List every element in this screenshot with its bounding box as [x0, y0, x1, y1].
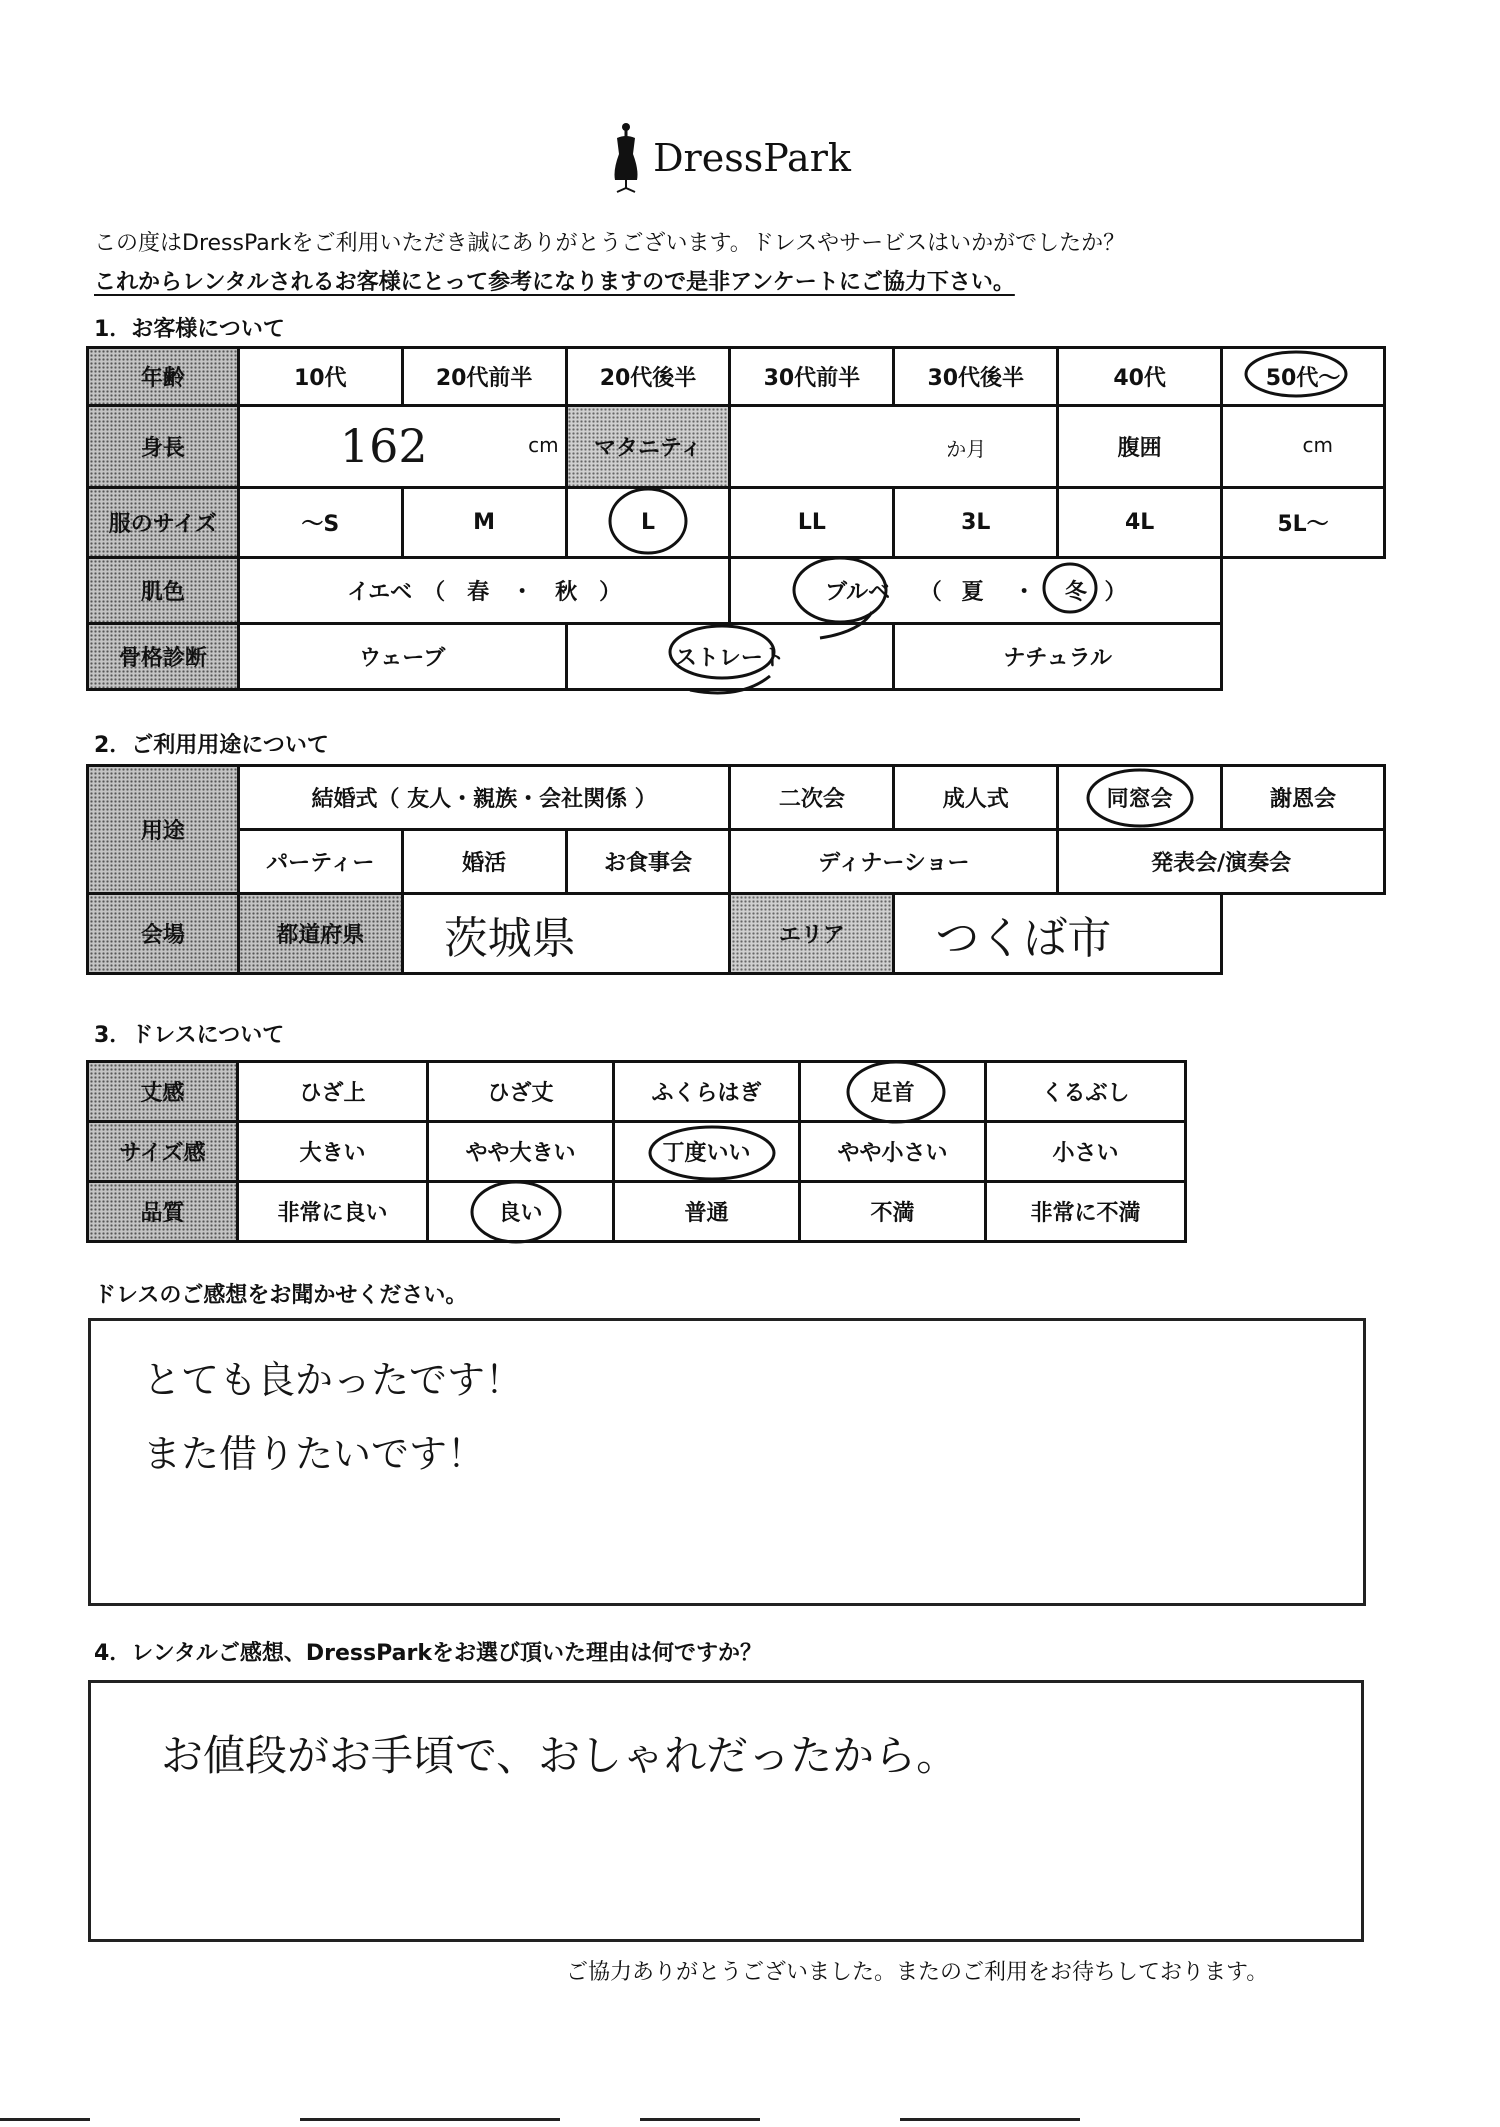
dress-form-icon: [609, 122, 643, 194]
frame-label: 骨格診断: [88, 624, 239, 690]
age-option[interactable]: 40代: [1058, 348, 1222, 406]
dress-table: [86, 1060, 1187, 1243]
intro-request: これからレンタルされるお客様にとって参考になりますので是非アンケートにご協力下さい。: [94, 270, 1015, 295]
skin-row: [88, 558, 1385, 624]
size-option-selected[interactable]: L: [566, 488, 730, 558]
footer-rule: [0, 2118, 90, 2121]
skin-summer: 夏: [961, 580, 984, 605]
height-row: [88, 406, 1385, 488]
usage-option[interactable]: 結婚式（ 友人・親族・会社関係 ）: [238, 766, 730, 830]
size-row: [88, 488, 1385, 558]
usage-option[interactable]: 婚活: [402, 830, 566, 894]
waist-unit: cm: [1302, 433, 1333, 457]
height-label: 身長: [88, 406, 239, 488]
length-option[interactable]: くるぶし: [986, 1062, 1186, 1122]
quality-row: [88, 1182, 1186, 1242]
fit-option-selected[interactable]: 丁度いい: [614, 1122, 800, 1182]
quality-option-selected[interactable]: 良い: [428, 1182, 614, 1242]
age-row: [88, 348, 1385, 406]
skin-paren: ）: [1104, 580, 1127, 605]
age-option[interactable]: 20代前半: [402, 348, 566, 406]
fit-option[interactable]: やや大きい: [428, 1122, 614, 1182]
section3-title: 3．ドレスについて: [94, 1023, 285, 1048]
frame-option[interactable]: ナチュラル: [894, 624, 1222, 690]
usage-option[interactable]: 成人式: [894, 766, 1058, 830]
length-option[interactable]: ふくらはぎ: [614, 1062, 800, 1122]
maternity-field[interactable]: [730, 406, 1058, 488]
age-option-selected[interactable]: 50代～: [1222, 348, 1385, 406]
quality-label: 品質: [88, 1182, 238, 1242]
footer-rule: [640, 2118, 760, 2121]
impressions-line-2: また借りたいです！: [143, 1432, 486, 1476]
waist-field[interactable]: [1222, 406, 1385, 488]
intro-text: この度はDressParkをご利用いただき誠にありがとうございます。ドレスやサービスはいかがでしたか？: [94, 231, 1126, 256]
size-option[interactable]: 5L～: [1222, 488, 1385, 558]
section1-title: 1．お客様について: [94, 317, 285, 342]
fit-row: [88, 1122, 1186, 1182]
usage-label: 用途: [88, 766, 239, 894]
area-label: エリア: [730, 894, 894, 974]
brand-name: DressPark: [653, 136, 851, 180]
skin-blue-option[interactable]: [730, 558, 1222, 624]
length-row: [88, 1062, 1186, 1122]
usage-option[interactable]: パーティー: [238, 830, 402, 894]
section4-title: 4．レンタルご感想、DressParkをお選び頂いた理由は何ですか？: [94, 1641, 762, 1666]
reason-box[interactable]: [88, 1680, 1364, 1942]
size-label: 服のサイズ: [88, 488, 239, 558]
usage-row-2: [88, 830, 1385, 894]
length-option[interactable]: ひざ丈: [428, 1062, 614, 1122]
age-option[interactable]: 20代後半: [566, 348, 730, 406]
reason-answer: お値段がお手頃で、おしゃれだったから。: [161, 1731, 959, 1780]
length-label: 丈感: [88, 1062, 238, 1122]
size-option[interactable]: 4L: [1058, 488, 1222, 558]
area-field[interactable]: [894, 894, 1222, 974]
skin-label: 肌色: [88, 558, 239, 624]
blank-cell: [1222, 558, 1385, 624]
maternity-label: マタニティ: [566, 406, 730, 488]
usage-option[interactable]: 発表会/演奏会: [1058, 830, 1385, 894]
customer-table: [86, 346, 1386, 691]
blank-cell: [1222, 894, 1385, 974]
skin-paren: （: [919, 580, 942, 605]
months-unit: か月: [946, 437, 987, 461]
prefecture-value: 茨城県: [443, 912, 576, 964]
height-value: 162: [339, 419, 428, 473]
age-option[interactable]: 10代: [238, 348, 402, 406]
height-field[interactable]: [238, 406, 566, 488]
impressions-prompt: ドレスのご感想をお聞かせください。: [94, 1283, 468, 1308]
thanks-text: ご協力ありがとうございました。またのご利用をお待ちしております。: [566, 1960, 1269, 1985]
venue-row: [88, 894, 1385, 974]
usage-option[interactable]: ディナーショー: [730, 830, 1058, 894]
size-option[interactable]: M: [402, 488, 566, 558]
fit-option[interactable]: 小さい: [986, 1122, 1186, 1182]
usage-option[interactable]: 謝恩会: [1222, 766, 1385, 830]
footer-rule: [900, 2118, 1080, 2121]
size-option[interactable]: 3L: [894, 488, 1058, 558]
section2-title: 2．ご利用用途について: [94, 733, 329, 758]
waist-label: 腹囲: [1058, 406, 1222, 488]
quality-option[interactable]: 非常に不満: [986, 1182, 1186, 1242]
usage-row-1: [88, 766, 1385, 830]
quality-option[interactable]: 非常に良い: [238, 1182, 428, 1242]
skin-dot: ・: [1013, 580, 1036, 605]
frame-option[interactable]: ウェーブ: [238, 624, 566, 690]
area-value: つくば市: [935, 912, 1112, 964]
venue-label: 会場: [88, 894, 239, 974]
length-option[interactable]: ひざ上: [238, 1062, 428, 1122]
age-label: 年齢: [88, 348, 239, 406]
fit-label: サイズ感: [88, 1122, 238, 1182]
size-option[interactable]: ～S: [238, 488, 402, 558]
skin-blue-word: ブルベ: [824, 580, 891, 605]
footer-rule: [300, 2118, 560, 2121]
frame-row: [88, 624, 1385, 690]
usage-option-selected[interactable]: 同窓会: [1058, 766, 1222, 830]
quality-option[interactable]: 不満: [800, 1182, 986, 1242]
prefecture-field[interactable]: [402, 894, 730, 974]
usage-option[interactable]: 二次会: [730, 766, 894, 830]
skin-yellow-option[interactable]: イエベ （ 春 ・ 秋 ）: [238, 558, 730, 624]
length-option-selected[interactable]: 足首: [800, 1062, 986, 1122]
brand-logo: [0, 118, 1500, 198]
impressions-box[interactable]: [88, 1318, 1366, 1606]
prefecture-label: 都道府県: [238, 894, 402, 974]
size-option[interactable]: LL: [730, 488, 894, 558]
skin-winter: 冬: [1064, 580, 1087, 605]
usage-option[interactable]: お食事会: [566, 830, 730, 894]
impressions-line-1: とても良かったです！: [143, 1358, 524, 1402]
age-option[interactable]: 30代後半: [894, 348, 1058, 406]
usage-table: [86, 764, 1386, 975]
fit-option[interactable]: 大きい: [238, 1122, 428, 1182]
age-option[interactable]: 30代前半: [730, 348, 894, 406]
height-unit: cm: [528, 433, 559, 457]
quality-option[interactable]: 普通: [614, 1182, 800, 1242]
frame-option-selected[interactable]: ストレート: [566, 624, 894, 690]
blank-cell: [1222, 624, 1385, 690]
fit-option[interactable]: やや小さい: [800, 1122, 986, 1182]
